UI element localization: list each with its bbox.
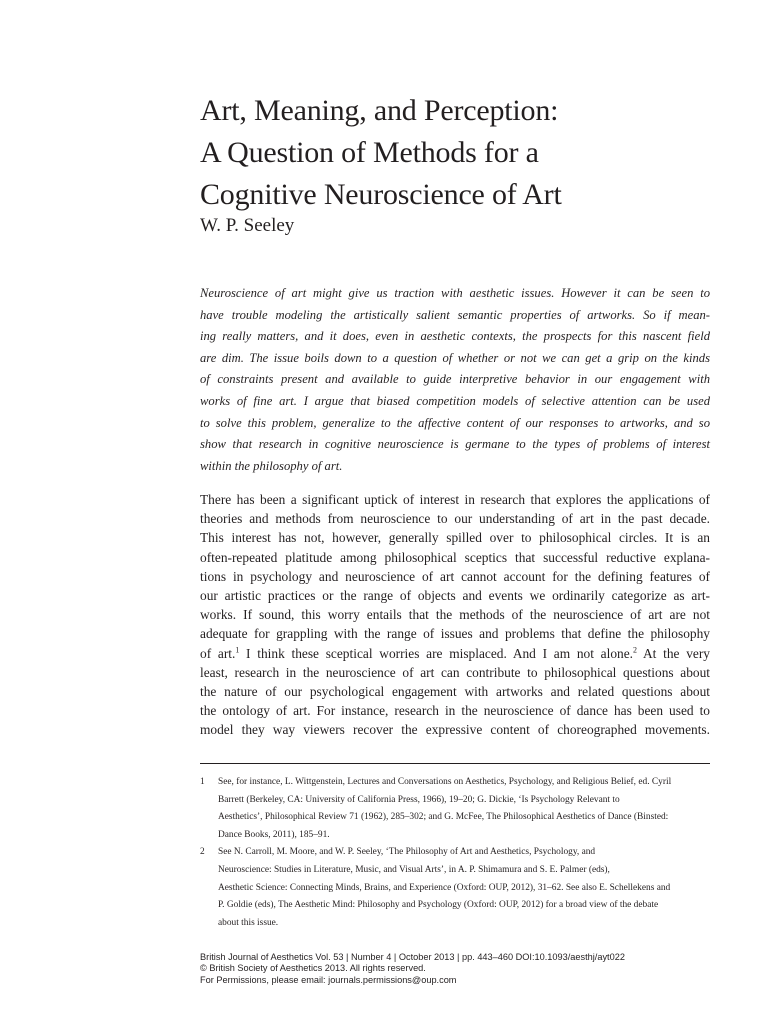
body-text-segment: At the very [637,645,710,661]
body-line: the ontology of art. For instance, research in the neuroscience of dance has been used to [200,703,710,719]
footnote-ref-2[interactable]: 2 [633,645,638,655]
footnotes [200,774,720,932]
abstract [200,283,710,477]
body-line: model they way viewers recover the expressive content of choreographed movements. [200,722,710,738]
title-line: Art, Meaning, and Perception: [200,94,559,127]
footnote-line: P. Goldie (eds), The Aesthetic Mind: Philosophy and Psychology (Oxford: OUP, 2012) for a broad view of the debate [218,900,659,911]
body-line: the nature of our psychological engagement with artworks and related questions about [200,684,710,700]
body-text-segment: I think these sceptical worries are misplaced. And I am not alone. [239,645,634,661]
body-line: This interest has not, however, generally spilled over to philosophical circles. It is an [200,530,710,546]
footnote-ref-1[interactable]: 1 [235,645,240,655]
title-line: A Question of Methods for a [200,136,539,169]
footnote-line: Barrett (Berkeley, CA: University of California Press, 1966), 19–20; G. Dickie, ‘Is Psychology Relevant to [218,794,620,805]
footnote-number: 1 [200,777,205,787]
footnote-line: Neuroscience: Studies in Literature, Music, and Visual Arts’, in A. P. Shimamura and S. E. Palmer (eds), [218,864,610,875]
abstract-line: ing really matters, and it does, even in aesthetic contexts, the prospects for this nascent field [200,329,710,344]
author-name: W. P. Seeley [200,215,295,236]
body-paragraph [200,490,710,740]
abstract-line: show that research in cognitive neuroscience is germane to the types of problems of interest [200,437,710,452]
abstract-line: to solve this problem, generalize to the affective content of our responses to artworks, and so [200,415,710,430]
footnote-line: See, for instance, L. Wittgenstein, Lectures and Conversations on Aesthetics, Psychology, and Religious Belief, ed. Cyril [218,777,672,787]
body-line-with-footnote-refs [200,644,710,663]
abstract-line: Neuroscience of art might give us traction with aesthetic issues. However it can be seen to [200,286,710,300]
body-line: often-repeated platitude among philosophical sceptics that successful reductive explana- [200,549,710,565]
permissions-notice: For Permissions, please email: journals.permissions@oup.com [200,974,457,985]
footnote-2 [200,844,720,932]
body-line: There has been a significant uptick of interest in research that explores the applications of [200,492,710,507]
abstract-line: works of fine art. I argue that biased competition models of selective attention can be used [200,393,710,408]
footnote-1 [200,774,720,844]
footnote-divider [200,763,710,764]
footnote-line: See N. Carroll, M. Moore, and W. P. Seeley, ‘The Philosophy of Art and Aesthetics, Psychology, and [218,847,596,858]
footnote-line: Dance Books, 2011), 185–91. [218,829,330,840]
journal-citation: British Journal of Aesthetics Vol. 53 | Number 4 | October 2013 | pp. 443–460 DOI:10.1093/aesthj/ayt022 [200,952,625,962]
footnote-line: about this issue. [218,917,279,928]
article-title [200,90,720,216]
title-line: Cognitive Neuroscience of Art [200,178,562,211]
body-line: theories and methods from neuroscience to our understanding of art in the past decade. [200,511,710,527]
body-text-segment: of art. [200,645,236,661]
abstract-line: have trouble modeling the artistically salient semantic properties of artworks. So if mean- [200,307,710,322]
body-line: tions in psychology and neuroscience of art cannot account for the defining features of [200,568,710,584]
body-line: least, research in the neuroscience of art can contribute to philosophical questions about [200,664,710,680]
abstract-line: are dim. The issue boils down to a question of whether or not we can get a grip on the kinds [200,350,710,365]
journal-footer [200,952,720,986]
copyright-notice: © British Society of Aesthetics 2013. All rights reserved. [200,963,426,974]
abstract-line: of constraints present and available to guide interpretive behavior in our engagement with [200,372,710,387]
footnote-line: Aesthetic Science: Connecting Minds, Brains, and Experience (Oxford: OUP, 2012), 31–62. See also E. Schellekens and [218,882,671,893]
footnote-number: 2 [200,847,205,858]
footnote-line: Aesthetics’, Philosophical Review 71 (1962), 285–302; and G. McFee, The Philosophical Aesthetics of Dance (Binsted: [218,812,669,823]
body-line: works. If sound, this worry entails that the methods of the neuroscience of art are not [200,607,710,623]
body-line: adequate for grappling with the range of issues and problems that define the philosophy [200,626,710,642]
body-line: our artistic practices or the range of objects and events we ordinarily categorize as art- [200,588,710,604]
abstract-line: within the philosophy of art. [200,458,343,473]
